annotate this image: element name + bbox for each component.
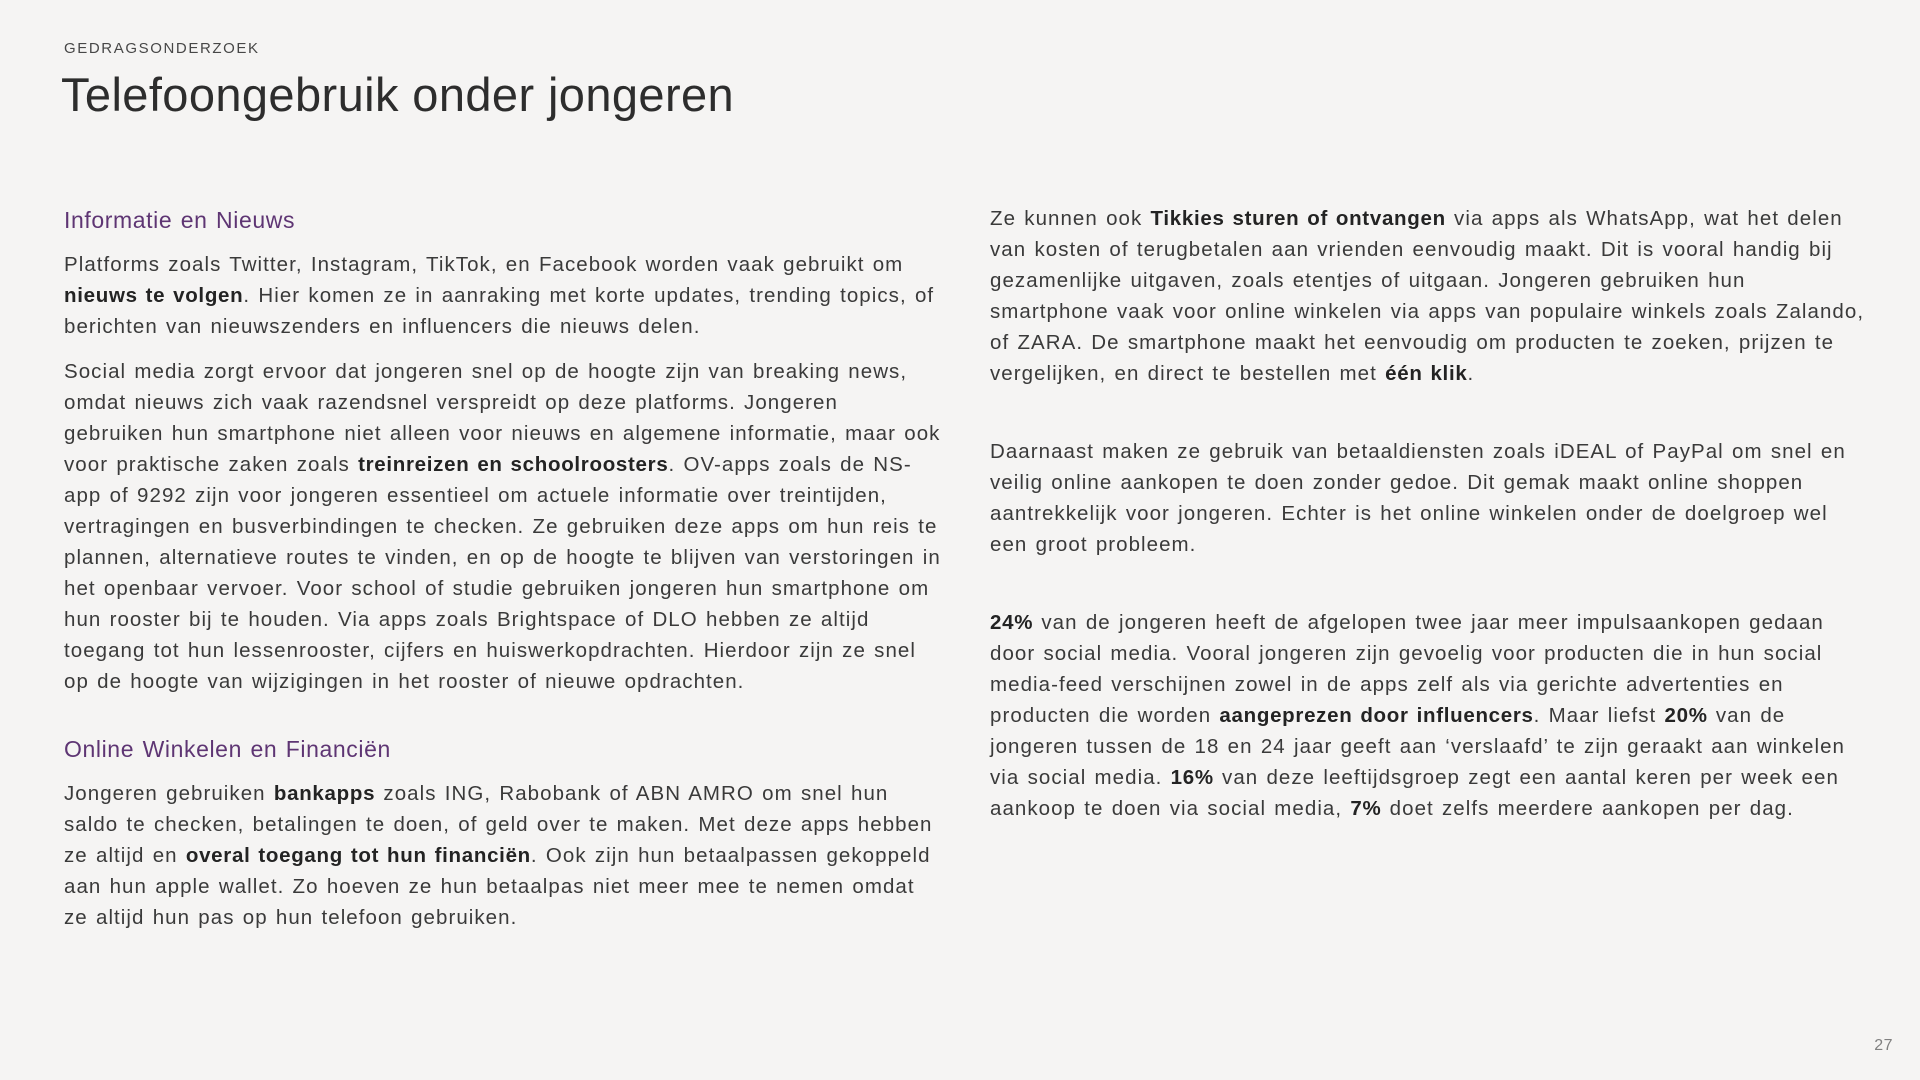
body-text: . OV-apps zoals de NS-app of 9292 zijn voor jongeren essentieel om actuele informatie over treintijden, vertragingen en busverbindingen te checken. Ze gebruiken deze apps om hun reis te plannen, alternatieve routes te vinden, en op de hoogte te blijven van verstoringen in het openbaar vervoer. Voor school of studie gebruiken jongeren hun smartphone om hun rooster bij te houden. Via apps zoals Brightspace of DLO hebben ze altijd toegang tot hun lessenrooster, cijfers en huiswerkopdrachten. Hierdoor zijn ze snel op de hoogte van wijzigingen in het rooster of nieuwe opdrachten. [64,453,941,693]
right-column [990,203,1868,871]
page-title: Telefoongebruik onder jongeren [61,68,735,121]
bold-text: 24% [990,611,1034,634]
bold-text: Tikkies sturen of ontvangen [1150,207,1446,230]
body-text: via apps als WhatsApp, wat het delen van kosten of terugbetalen aan vrienden eenvoudig maakt. Dit is vooral handig bij gezamenlijke uitgaven, zoals etentjes of uitgaan. Jongeren gebruiken hun smartphone vaak voor online winkelen via apps van populaire winkels zoals Zalando, of ZARA. De smartphone maakt het eenvoudig om producten te zoeken, prijzen te vergelijken, en direct te bestellen met [990,207,1865,385]
body-text: van deze leeftijdsgroep zegt een aantal keren per week een aankoop te doen via social media, [990,766,1839,820]
bold-text: nieuws te volgen [64,284,244,307]
bold-text: één klik [1385,362,1468,385]
paragraph [64,249,942,342]
section-heading: Informatie en Nieuws [64,207,296,233]
body-text: doet zelfs meerdere aankopen per dag. [1381,797,1794,820]
body-text: Daarnaast maken ze gebruik van betaaldiensten zoals iDEAL of PayPal om snel en veilig online aankopen te doen zonder gedoe. Dit gemak maakt online shoppen aantrekkelijk voor jongeren. Echter is het online winkelen onder de doelgroep wel een groot probleem. [990,440,1846,556]
section-body [64,249,942,697]
body-text: . Hier komen ze in aanraking met korte updates, trending topics, of berichten van nieuwszenders en influencers die nieuws delen. [64,284,935,338]
section-heading: Online Winkelen en Financiën [64,736,391,762]
body-text: Platforms zoals Twitter, Instagram, TikTok, en Facebook worden vaak gebruikt om [64,253,904,276]
bold-text: overal toegang tot hun financiën [185,844,531,867]
body-text: van de jongeren heeft de afgelopen twee jaar meer impulsaankopen gedaan door social media. Vooral jongeren zijn gevoelig voor producten die in hun social media-feed verschijnen zowel in de apps zelf als via gerichte advertenties en producten die worden [990,611,1824,727]
bold-text: treinreizen en schoolroosters [358,453,669,476]
body-text: Social media zorgt ervoor dat jongeren snel op de hoogte zijn van breaking news, omdat nieuws zich vaak razendsnel verspreidt op deze platforms. Jongeren gebruiken hun smartphone niet alleen voor nieuws en algemene informatie, maar ook voor praktische zaken zoals [64,360,941,476]
body-text: zoals ING, Rabobank of ABN AMRO om snel hun saldo te checken, betalingen te doen, of geld over te maken. Met deze apps hebben ze altijd en [64,782,933,867]
paragraph [990,436,1868,560]
section-online-winkelen-en-financien [64,735,942,933]
section-informatie-en-nieuws [64,206,942,697]
bold-text: 7% [1350,797,1382,820]
bold-text: bankapps [273,782,376,805]
body-text: . Ook zijn hun betaalpassen gekoppeld aan hun apple wallet. Zo hoeven ze hun betaalpas niet meer mee te nemen omdat ze altijd hun pas op hun telefoon gebruiken. [64,844,931,929]
left-column [64,206,942,947]
slide-eyebrow: GEDRAGSONDERZOEK [64,40,260,57]
paragraph [990,607,1868,824]
paragraph [990,203,1868,389]
body-text: Jongeren gebruiken [64,782,274,805]
paragraph [64,356,942,697]
section-body [64,778,942,933]
page-number: 27 [1874,1037,1893,1054]
bold-text: aangeprezen door influencers [1219,704,1534,727]
paragraph [64,778,942,933]
body-text: . [1467,362,1475,385]
bold-text: 16% [1170,766,1214,789]
bold-text: 20% [1664,704,1708,727]
body-text: van de jongeren tussen de 18 en 24 jaar geeft aan ‘verslaafd’ te zijn geraakt aan winkelen via social media. [990,704,1845,789]
body-text: Ze kunnen ook [990,207,1151,230]
body-text: . Maar liefst [1533,704,1665,727]
